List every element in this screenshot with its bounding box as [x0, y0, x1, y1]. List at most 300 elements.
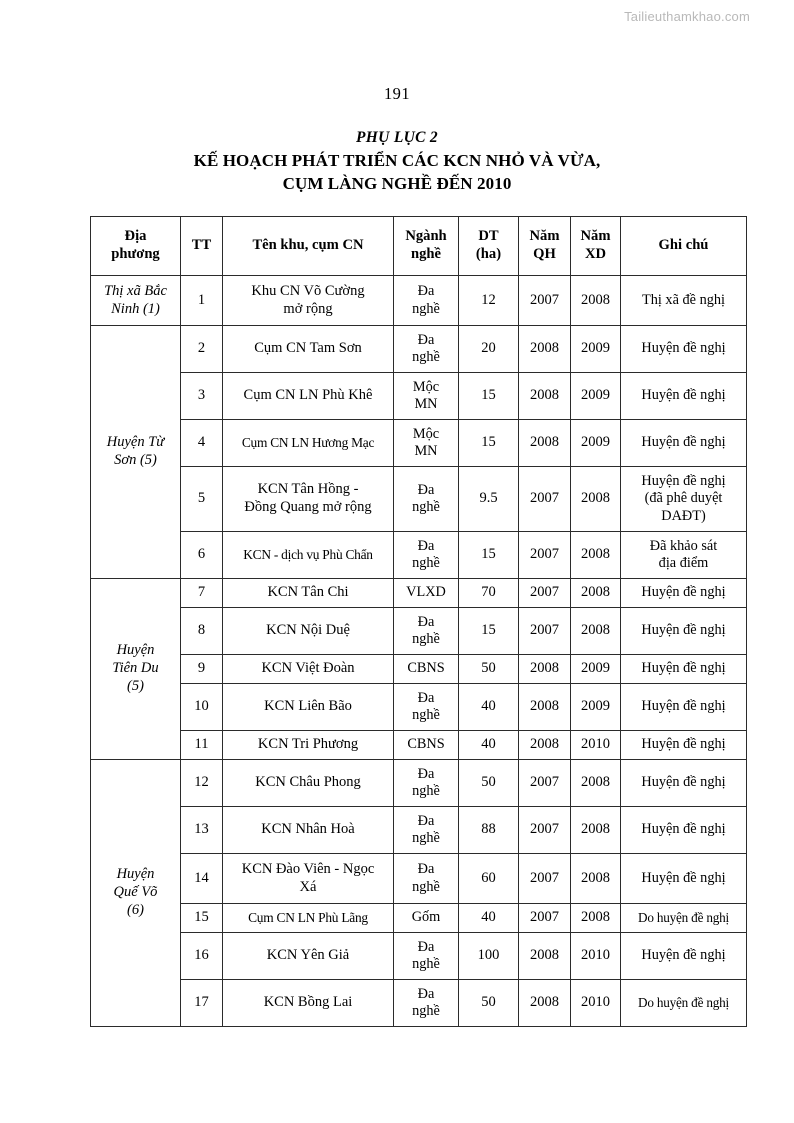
year-qh-cell-line-1: 2008	[530, 434, 559, 451]
year-xd-cell	[571, 373, 621, 420]
year-xd-cell	[571, 731, 621, 760]
row-number-cell	[181, 760, 223, 807]
row-number-cell	[181, 807, 223, 854]
note-cell-line-1: Do huyện đề nghị	[638, 994, 729, 1010]
province-cell	[91, 760, 181, 1027]
note-cell	[621, 807, 747, 854]
industry-cell-line-1: Đa	[417, 537, 435, 554]
note-cell-line-1: Huyện đề nghị	[641, 698, 726, 715]
note-cell	[621, 684, 747, 731]
year-qh-cell-line-1: 2008	[530, 660, 559, 677]
row-number-cell	[181, 608, 223, 655]
row-number-cell-line-1: 10	[194, 698, 209, 715]
row-number-cell-line-1: 3	[197, 387, 206, 404]
industry-cell	[394, 276, 459, 326]
row-number-cell-line-1: 7	[197, 584, 206, 601]
zone-name-cell-line-1: Cụm CN LN Hương Mạc	[241, 434, 375, 450]
area-cell	[459, 807, 519, 854]
zone-name-cell-line-1: KCN Bồng Lai	[263, 994, 353, 1011]
area-cell-line-1: 40	[481, 698, 496, 715]
industry-cell	[394, 373, 459, 420]
year-xd-cell-line-1: 2008	[581, 622, 610, 639]
industry-cell	[394, 760, 459, 807]
area-cell-line-1: 50	[481, 994, 496, 1011]
table-row	[91, 420, 747, 467]
province-label-line-1: Huyện	[116, 866, 155, 883]
industry-cell-line-2: nghề	[412, 300, 440, 317]
note-cell-line-1: Huyện đề nghị	[641, 584, 726, 601]
year-qh-cell	[519, 276, 571, 326]
note-cell	[621, 933, 747, 980]
year-xd-cell	[571, 684, 621, 731]
zone-name-cell	[223, 904, 394, 933]
area-cell	[459, 276, 519, 326]
row-number-cell	[181, 532, 223, 579]
year-qh-cell	[519, 760, 571, 807]
year-qh-cell-line-1: 2007	[530, 291, 559, 308]
province-label-line-2: Sơn (5)	[114, 452, 157, 468]
area-cell	[459, 684, 519, 731]
industry-cell-line-1: Mộc	[412, 425, 440, 442]
industry-cell	[394, 326, 459, 373]
area-cell-line-1: 9.5	[479, 490, 498, 507]
year-qh-cell-line-1: 2007	[530, 821, 559, 838]
table-row	[91, 532, 747, 579]
table-row	[91, 980, 747, 1027]
row-number-cell	[181, 655, 223, 684]
year-xd-cell	[571, 608, 621, 655]
table-body	[91, 276, 747, 1027]
industry-cell	[394, 731, 459, 760]
note-cell	[621, 655, 747, 684]
zone-name-cell-line-1: KCN Châu Phong	[255, 774, 361, 791]
industry-cell-line-2: nghề	[412, 1003, 440, 1019]
area-cell	[459, 467, 519, 532]
column-header-year-xd-line-1: Năm	[580, 228, 611, 245]
note-cell-line-1: Huyện đề nghị	[641, 622, 726, 639]
year-qh-cell	[519, 980, 571, 1027]
row-number-cell-line-1: 17	[194, 994, 209, 1011]
zone-name-cell	[223, 684, 394, 731]
area-cell	[459, 980, 519, 1027]
watermark-text: Tailieuthamkhao.com	[624, 9, 750, 24]
row-number-cell	[181, 684, 223, 731]
year-xd-cell	[571, 854, 621, 904]
year-xd-cell-line-1: 2008	[581, 774, 610, 791]
area-cell	[459, 532, 519, 579]
column-header-note: Ghi chú	[621, 217, 747, 276]
industry-cell-line-1: Đa	[417, 861, 435, 878]
row-number-cell-line-1: 8	[197, 622, 206, 639]
area-cell-line-1: 15	[481, 622, 496, 639]
year-qh-cell-line-1: 2008	[530, 994, 559, 1011]
zone-name-cell-line-1: KCN Tân Hồng -	[257, 481, 359, 498]
industry-cell-line-1: Đa	[417, 481, 435, 498]
year-xd-cell	[571, 807, 621, 854]
row-number-cell	[181, 731, 223, 760]
area-cell-line-1: 15	[481, 434, 496, 451]
note-cell-line-1: Đã khảo sát	[649, 537, 718, 554]
industry-cell-line-1: Mộc	[412, 378, 440, 395]
area-cell	[459, 731, 519, 760]
year-qh-cell-line-1: 2008	[530, 698, 559, 715]
area-cell	[459, 760, 519, 807]
column-header-name: Tên khu, cụm CN	[223, 217, 394, 276]
industry-cell-line-1: Đa	[417, 985, 435, 1002]
year-qh-cell	[519, 904, 571, 933]
year-xd-cell-line-1: 2009	[581, 698, 610, 715]
row-number-cell-line-1: 12	[194, 774, 209, 791]
table-row	[91, 655, 747, 684]
province-label-line-3: (5)	[127, 677, 144, 694]
industry-cell-line-2: nghề	[412, 555, 440, 571]
year-xd-cell	[571, 326, 621, 373]
area-cell	[459, 655, 519, 684]
industry-cell-line-2: nghề	[412, 631, 440, 647]
industry-cell-line-1: VLXD	[406, 584, 446, 601]
industry-cell	[394, 467, 459, 532]
note-cell-line-3: DAĐT)	[661, 507, 706, 524]
table-row	[91, 579, 747, 608]
industry-cell-line-2: MN	[414, 396, 438, 412]
zone-name-cell-line-2: Xá	[299, 878, 317, 895]
area-cell	[459, 373, 519, 420]
industry-cell-line-1: Gốm	[411, 909, 441, 926]
industry-cell-line-1: Đa	[417, 689, 435, 706]
zone-name-cell	[223, 326, 394, 373]
year-xd-cell-line-1: 2009	[581, 387, 610, 404]
column-header-year-qh	[519, 217, 571, 276]
industry-cell-line-1: Đa	[417, 331, 435, 348]
note-cell-line-1: Huyện đề nghị	[641, 472, 726, 489]
page-title	[0, 150, 794, 195]
industry-cell	[394, 980, 459, 1027]
plan-table	[90, 216, 747, 1027]
zone-name-cell	[223, 608, 394, 655]
note-cell	[621, 904, 747, 933]
column-header-area	[459, 217, 519, 276]
zone-name-cell-line-1: Cụm CN LN Phù Lãng	[248, 909, 368, 925]
zone-name-cell	[223, 467, 394, 532]
page-title-line-1: KẾ HOẠCH PHÁT TRIỂN CÁC KCN NHỎ VÀ VỪA,	[193, 151, 601, 171]
industry-cell-line-1: CBNS	[407, 736, 445, 753]
year-qh-cell	[519, 807, 571, 854]
industry-cell	[394, 904, 459, 933]
year-xd-cell-line-1: 2009	[581, 660, 610, 677]
zone-name-cell	[223, 655, 394, 684]
year-qh-cell-line-1: 2007	[530, 490, 559, 507]
note-cell	[621, 420, 747, 467]
column-header-year-xd-line-2: XD	[584, 246, 607, 262]
year-xd-cell-line-1: 2008	[581, 291, 610, 308]
industry-cell-line-2: nghề	[412, 707, 440, 723]
zone-name-cell	[223, 933, 394, 980]
zone-name-cell-line-1: KCN Yên Giả	[266, 947, 350, 964]
note-cell	[621, 373, 747, 420]
table-row	[91, 276, 747, 326]
year-qh-cell	[519, 373, 571, 420]
area-cell-line-1: 50	[481, 774, 496, 791]
zone-name-cell-line-1: KCN Tri Phương	[257, 736, 359, 753]
province-label-line-1: Thị xã Bắc	[104, 282, 167, 299]
note-cell-line-1: Huyện đề nghị	[641, 660, 726, 677]
year-qh-cell-line-1: 2007	[530, 584, 559, 601]
year-xd-cell-line-1: 2008	[581, 490, 610, 507]
column-header-province-line-1: Địa	[124, 228, 147, 245]
year-xd-cell-line-1: 2008	[581, 821, 610, 838]
year-qh-cell	[519, 854, 571, 904]
plan-table-container	[90, 216, 746, 1027]
year-xd-cell	[571, 579, 621, 608]
area-cell-line-1: 88	[481, 821, 496, 838]
note-cell	[621, 760, 747, 807]
table-row	[91, 608, 747, 655]
year-xd-cell-line-1: 2008	[581, 909, 610, 926]
industry-cell-line-1: Đa	[417, 812, 435, 829]
industry-cell-line-2: nghề	[412, 830, 440, 846]
note-cell	[621, 608, 747, 655]
row-number-cell-line-1: 9	[197, 660, 206, 677]
zone-name-cell-line-2: Đồng Quang mở rộng	[244, 499, 372, 515]
table-row	[91, 684, 747, 731]
year-qh-cell	[519, 420, 571, 467]
industry-cell-line-1: Đa	[417, 938, 435, 955]
zone-name-cell	[223, 807, 394, 854]
table-row	[91, 904, 747, 933]
year-xd-cell-line-1: 2008	[581, 869, 610, 886]
zone-name-cell-line-1: KCN Việt Đoàn	[261, 660, 355, 677]
industry-cell-line-2: nghề	[412, 878, 440, 895]
column-header-year-xd	[571, 217, 621, 276]
column-header-area-line-1: DT	[478, 228, 499, 245]
province-cell	[91, 579, 181, 760]
zone-name-cell	[223, 854, 394, 904]
year-qh-cell	[519, 684, 571, 731]
industry-cell-line-2: nghề	[412, 783, 440, 799]
industry-cell-line-1: Đa	[417, 765, 435, 782]
column-header-province-line-2: phương	[111, 246, 160, 262]
zone-name-cell	[223, 760, 394, 807]
area-cell	[459, 608, 519, 655]
area-cell-line-1: 40	[481, 909, 496, 926]
year-xd-cell	[571, 655, 621, 684]
note-cell-line-1: Huyện đề nghị	[641, 821, 726, 838]
table-row	[91, 854, 747, 904]
area-cell	[459, 854, 519, 904]
note-cell-line-1: Huyện đề nghị	[641, 947, 726, 964]
row-number-cell	[181, 980, 223, 1027]
zone-name-cell-line-1: Khu CN Võ Cường	[251, 282, 365, 299]
row-number-cell-line-1: 4	[197, 434, 206, 451]
zone-name-cell-line-1: KCN Đào Viên - Ngọc	[241, 860, 375, 877]
industry-cell	[394, 608, 459, 655]
row-number-cell	[181, 904, 223, 933]
table-row	[91, 807, 747, 854]
province-label-line-1: Huyện	[116, 642, 155, 659]
row-number-cell	[181, 579, 223, 608]
industry-cell-line-1: CBNS	[407, 660, 445, 677]
column-header-province	[91, 217, 181, 276]
page-number: 191	[384, 84, 410, 103]
row-number-cell-line-1: 15	[194, 909, 209, 926]
area-cell	[459, 579, 519, 608]
note-cell-line-1: Do huyện đề nghị	[638, 909, 729, 925]
year-xd-cell-line-1: 2009	[581, 340, 610, 357]
note-cell	[621, 326, 747, 373]
industry-cell	[394, 684, 459, 731]
area-cell-line-1: 70	[481, 584, 496, 601]
row-number-cell-line-1: 16	[194, 947, 209, 964]
area-cell	[459, 420, 519, 467]
row-number-cell-line-1: 1	[197, 291, 206, 308]
province-cell	[91, 326, 181, 579]
note-cell-line-1: Huyện đề nghị	[641, 736, 726, 753]
industry-cell	[394, 579, 459, 608]
zone-name-cell-line-1: KCN Tân Chi	[267, 584, 349, 601]
zone-name-cell	[223, 980, 394, 1027]
year-xd-cell	[571, 980, 621, 1027]
note-cell-line-1: Huyện đề nghị	[641, 869, 726, 886]
row-number-cell-line-1: 2	[197, 340, 206, 357]
year-xd-cell-line-1: 2008	[581, 584, 610, 601]
column-header-year-qh-line-2: QH	[533, 246, 556, 262]
industry-cell	[394, 420, 459, 467]
year-qh-cell	[519, 933, 571, 980]
row-number-cell	[181, 467, 223, 532]
table-row	[91, 731, 747, 760]
row-number-cell-line-1: 6	[197, 546, 206, 563]
year-qh-cell-line-1: 2007	[530, 774, 559, 791]
zone-name-cell-line-1: KCN - dịch vụ Phù Chẩn	[243, 546, 373, 562]
year-xd-cell	[571, 420, 621, 467]
table-row	[91, 933, 747, 980]
row-number-cell-line-1: 13	[194, 821, 209, 838]
year-qh-cell	[519, 467, 571, 532]
table-row	[91, 467, 747, 532]
table-row	[91, 760, 747, 807]
province-label-line-2: Quế Võ	[113, 884, 158, 901]
table-header	[91, 217, 747, 276]
year-qh-cell-line-1: 2008	[530, 947, 559, 964]
province-label-line-1: Huyện Từ	[106, 434, 165, 451]
table-header-row	[91, 217, 747, 276]
area-cell	[459, 933, 519, 980]
year-xd-cell	[571, 760, 621, 807]
column-header-year-qh-line-1: Năm	[529, 228, 560, 245]
year-qh-cell-line-1: 2007	[530, 622, 559, 639]
row-number-cell-line-1: 11	[194, 736, 209, 753]
zone-name-cell-line-1: KCN Liên Bão	[264, 698, 352, 715]
area-cell-line-1: 15	[481, 387, 496, 404]
zone-name-cell-line-1: KCN Nhân Hoà	[261, 821, 355, 838]
row-number-cell	[181, 420, 223, 467]
note-cell	[621, 467, 747, 532]
industry-cell-line-1: Đa	[417, 283, 435, 300]
year-xd-cell	[571, 933, 621, 980]
zone-name-cell	[223, 579, 394, 608]
year-qh-cell-line-1: 2007	[530, 869, 559, 886]
note-cell	[621, 579, 747, 608]
year-xd-cell-line-1: 2010	[581, 736, 610, 753]
year-xd-cell	[571, 467, 621, 532]
zone-name-cell-line-1: Cụm CN Tam Sơn	[254, 340, 362, 357]
title-block	[0, 128, 794, 195]
industry-cell-line-2: MN	[414, 443, 438, 459]
industry-cell	[394, 854, 459, 904]
year-xd-cell-line-1: 2008	[581, 546, 610, 563]
year-qh-cell-line-1: 2007	[530, 546, 559, 563]
row-number-cell	[181, 276, 223, 326]
zone-name-cell-line-1: KCN Nội Duệ	[266, 622, 350, 639]
area-cell-line-1: 12	[481, 291, 496, 308]
note-cell-line-2: địa điểm	[658, 555, 709, 571]
row-number-cell-line-1: 5	[197, 490, 206, 507]
row-number-cell	[181, 854, 223, 904]
industry-cell-line-1: Đa	[417, 613, 435, 630]
year-xd-cell	[571, 904, 621, 933]
year-xd-cell	[571, 532, 621, 579]
zone-name-cell	[223, 420, 394, 467]
row-number-cell	[181, 373, 223, 420]
year-qh-cell	[519, 608, 571, 655]
note-cell-line-1: Huyện đề nghị	[641, 774, 726, 791]
zone-name-cell	[223, 731, 394, 760]
zone-name-cell	[223, 373, 394, 420]
note-cell-line-1: Thị xã đề nghị	[642, 291, 725, 308]
zone-name-cell-line-2: mở rộng	[283, 300, 333, 317]
area-cell-line-1: 40	[481, 736, 496, 753]
area-cell-line-1: 20	[481, 340, 496, 357]
zone-name-cell-line-1: Cụm CN LN Phù Khê	[243, 387, 373, 404]
note-cell	[621, 532, 747, 579]
industry-cell	[394, 655, 459, 684]
province-label-line-2: Ninh (1)	[111, 300, 160, 317]
industry-cell	[394, 933, 459, 980]
column-header-tt: TT	[181, 217, 223, 276]
note-cell-line-1: Huyện đề nghị	[641, 387, 726, 404]
row-number-cell-line-1: 14	[194, 869, 209, 886]
note-cell	[621, 731, 747, 760]
column-header-industry-line-1: Ngành	[405, 228, 447, 245]
area-cell-line-1: 50	[481, 660, 496, 677]
page-title-line-2: CỤM LÀNG NGHỀ ĐẾN 2010	[282, 173, 512, 193]
year-xd-cell-line-1: 2010	[581, 994, 610, 1011]
table-row	[91, 373, 747, 420]
area-cell	[459, 326, 519, 373]
note-cell	[621, 980, 747, 1027]
province-label-line-3: (6)	[127, 901, 144, 918]
province-label-line-2: Tiên Du	[112, 660, 159, 677]
appendix-label: PHỤ LỤC 2	[356, 129, 438, 146]
province-cell	[91, 276, 181, 326]
year-qh-cell	[519, 731, 571, 760]
industry-cell-line-2: nghề	[412, 499, 440, 515]
area-cell-line-1: 60	[481, 869, 496, 886]
note-cell-line-2: (đã phê duyệt	[644, 490, 723, 507]
year-qh-cell	[519, 326, 571, 373]
year-xd-cell	[571, 276, 621, 326]
note-cell	[621, 276, 747, 326]
year-qh-cell-line-1: 2007	[530, 909, 559, 926]
year-qh-cell	[519, 579, 571, 608]
area-cell-line-1: 15	[481, 546, 496, 563]
area-cell-line-1: 100	[477, 947, 500, 964]
zone-name-cell	[223, 276, 394, 326]
column-header-industry	[394, 217, 459, 276]
industry-cell-line-2: nghề	[412, 349, 440, 365]
industry-cell	[394, 807, 459, 854]
year-xd-cell-line-1: 2010	[581, 947, 610, 964]
